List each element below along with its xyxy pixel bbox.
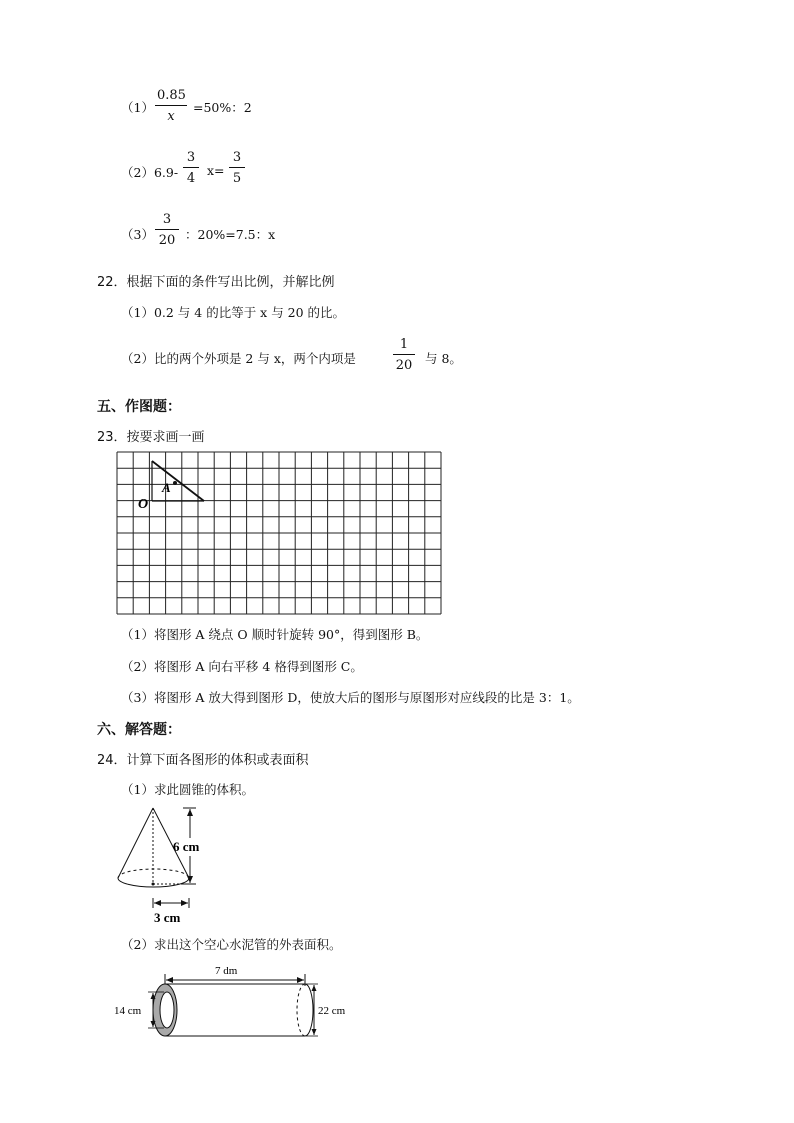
section-5-heading: 五、作图题： [97, 399, 181, 415]
q24-sub2: （2）求出这个空心水泥管的外表面积。 [121, 937, 342, 952]
eq2-f1-numerator: 3 [183, 150, 199, 168]
radius-dim-arrow-right [181, 900, 188, 906]
eq2-fraction-1 [183, 150, 199, 186]
eq1-rest: =50%：2 [193, 100, 252, 115]
outer-dim-arrow-down [312, 1029, 317, 1035]
pipe-outer-diameter-label: 22 cm [318, 1005, 346, 1017]
eq2-fraction-2 [229, 150, 245, 186]
cone-center-dot [152, 883, 155, 886]
eq2-mid: x= [207, 163, 225, 178]
point-marker [173, 481, 177, 485]
triangle-a-label: A [162, 480, 171, 495]
outer-dim-arrow-up [312, 985, 317, 991]
q22-sub2-suffix: 与 8。 [425, 351, 462, 366]
cone-height-label: 6 cm [173, 839, 200, 854]
cone-base-front [118, 878, 189, 887]
eq1-numerator: 0.85 [155, 88, 187, 106]
eq3-label: （3） [121, 227, 154, 242]
eq2-f2-numerator: 3 [229, 150, 245, 168]
q23-sub1: （1）将图形 A 绕点 O 顺时针旋转 90°，得到图形 B。 [121, 627, 429, 642]
triangle-a-hypotenuse [152, 461, 204, 501]
eq2-f2-denominator: 5 [232, 171, 242, 186]
radius-dim-arrow-left [154, 900, 161, 906]
q24-title: 24．计算下面各图形的体积或表面积 [97, 753, 309, 768]
pipe-figure [112, 960, 358, 1042]
height-dim-arrow-down [187, 876, 193, 883]
height-dim-arrow-up [187, 809, 193, 816]
eq3-rest: ：20%=7.5：x [185, 227, 276, 242]
eq3-denominator: 20 [158, 233, 176, 248]
q23-sub3: （3）将图形 A 放大得到图形 D，使放大后的图形与原图形对应线段的比是 3：1。 [121, 690, 580, 705]
eq1-fraction [155, 88, 187, 124]
pipe-length-label: 7 dm [215, 965, 238, 977]
grid-lines [117, 452, 441, 614]
q22-fraction [393, 337, 415, 373]
eq3-fraction [155, 212, 179, 248]
pipe-right-end-front [305, 984, 313, 1036]
cone-radius-label: 3 cm [154, 910, 181, 925]
q24-sub1: （1）求此圆锥的体积。 [121, 782, 254, 797]
q22-title: 22．根据下面的条件写出比例，并解比例 [97, 275, 335, 290]
q23-sub2: （2）将图形 A 向右平移 4 格得到图形 C。 [121, 659, 363, 674]
eq1-denominator: x [167, 109, 175, 124]
cone-left-edge [118, 808, 153, 878]
q23-grid-figure [116, 451, 444, 617]
q22-fraction-denominator: 20 [395, 358, 413, 373]
q22-sub1: （1）0.2 与 4 的比等于 x 与 20 的比。 [121, 305, 346, 320]
section-6-heading: 六、解答题： [97, 722, 181, 738]
pipe-length-arrow-left [166, 977, 173, 983]
point-o-label: O [138, 497, 149, 512]
q22-fraction-numerator: 1 [393, 337, 415, 355]
eq3-numerator: 3 [155, 212, 179, 230]
eq2-label: （2）6.9- [121, 165, 179, 180]
pipe-length-arrow-right [297, 977, 304, 983]
q23-title: 23．按要求画一画 [97, 430, 205, 445]
pipe-inner-hole [160, 992, 174, 1028]
cone-figure [110, 800, 220, 928]
eq2-f1-denominator: 4 [186, 171, 196, 186]
q22-sub2-prefix: （2）比的两个外项是 2 与 x，两个内项是 [121, 351, 356, 366]
pipe-inner-diameter-label: 14 cm [114, 1005, 142, 1017]
pipe-right-end-back [297, 984, 305, 1036]
eq1-label: （1） [121, 100, 154, 115]
